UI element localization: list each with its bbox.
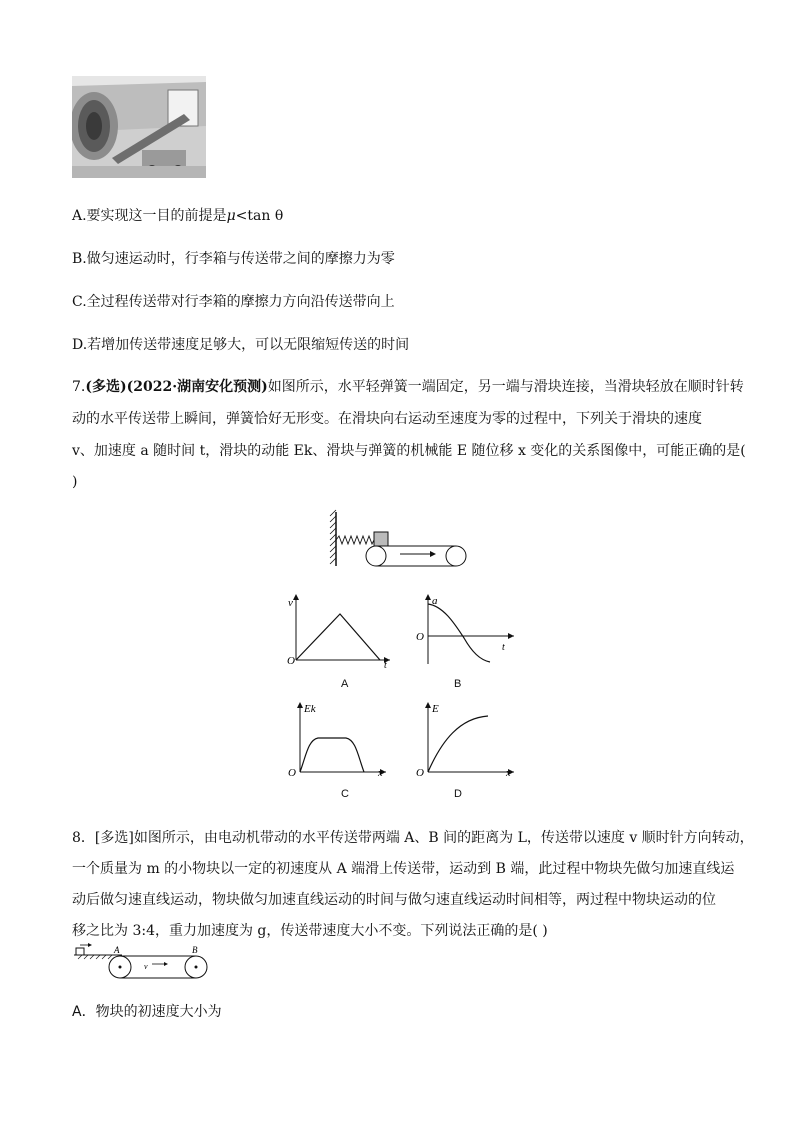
- graph-d-caption: D: [454, 788, 462, 800]
- q8-line-3: 动后做匀速直线运动，物块做匀加速直线运动的时间与做匀速直线运动时间相等，两过程中物块运动的位: [72, 892, 716, 908]
- option-a-text: A.要实现这一目的前提是: [72, 208, 227, 224]
- q7-line-3: v、加速度 a 随时间 t，滑块的动能 Ek、滑块与弹簧的机械能 E 随位移 x 变化的关系图像中，可能正确的是(: [72, 443, 746, 459]
- q8-conveyor-figure: [74, 942, 214, 984]
- q8-line-4: 移之比为 3:4，重力加速度为 g，传送带速度大小不变。下列说法正确的是( ): [72, 923, 548, 939]
- graph-d-origin: O: [416, 767, 424, 778]
- graph-d-y-label: E: [432, 703, 439, 715]
- graph-c-caption: C: [341, 788, 349, 800]
- q7-line1-text: 如图所示，水平轻弹簧一端固定，另一端与滑块连接，当滑块轻放在顺时针转: [267, 379, 744, 395]
- q7-line-1: [72, 377, 744, 397]
- graph-a-origin: O: [287, 655, 295, 667]
- graph-d: [414, 700, 518, 778]
- graph-c-x-label: x: [378, 768, 383, 778]
- q7-number: 7.: [72, 379, 86, 395]
- graph-c: [286, 700, 390, 778]
- q8-option-a: A．物块的初速度大小为: [72, 1004, 222, 1020]
- mu-symbol: μ: [226, 208, 236, 224]
- option-c: C.全过程传送带对行李箱的摩擦力方向沿传送带向上: [72, 294, 395, 310]
- q7-line-2: 动的水平传送带上瞬间，弹簧恰好无形变。在滑块向右运动至速度为零的过程中，下列关于滑块的速度: [72, 411, 702, 427]
- spring-conveyor-figure: [326, 508, 476, 570]
- option-b: B.做匀速运动时，行李箱与传送带之间的摩擦力为零: [72, 251, 395, 267]
- q8-label-v: v: [144, 962, 148, 971]
- graph-b: [414, 592, 518, 668]
- q8-label-a: A: [114, 945, 120, 955]
- option-a: [72, 206, 283, 226]
- graph-d-x-label: x: [506, 768, 511, 778]
- graph-a: [286, 592, 396, 668]
- q7-tag: (多选)(2022·湖南安化预测): [85, 379, 268, 395]
- graph-a-x-label: t: [384, 660, 387, 668]
- graph-c-y-label: Ek: [304, 703, 316, 715]
- graph-a-y-label: v: [288, 597, 293, 609]
- graph-c-origin: O: [288, 767, 296, 778]
- graph-b-origin: O: [416, 631, 424, 643]
- q8-line-1: 8．[多选]如图所示，由电动机带动的水平传送带两端 A、B 间的距离为 L，传送带以速度 v 顺时针方向转动，: [72, 830, 754, 846]
- option-d: D.若增加传送带速度足够大，可以无限缩短传送的时间: [72, 337, 410, 353]
- graph-a-caption: A: [341, 678, 349, 690]
- q7-line-4: ): [72, 474, 78, 490]
- option-a-tail: <tan θ: [235, 208, 284, 224]
- q8-line-2: 一个质量为 m 的小物块以一定的初速度从 A 端滑上传送带，运动到 B 端，此过程中物块先做匀加速直线运: [72, 861, 735, 877]
- conveyor-photo: [72, 76, 206, 178]
- graph-b-caption: B: [454, 678, 462, 690]
- graph-b-x-label: t: [502, 642, 505, 653]
- graph-b-y-label: a: [432, 595, 438, 607]
- q8-label-b: B: [192, 945, 198, 955]
